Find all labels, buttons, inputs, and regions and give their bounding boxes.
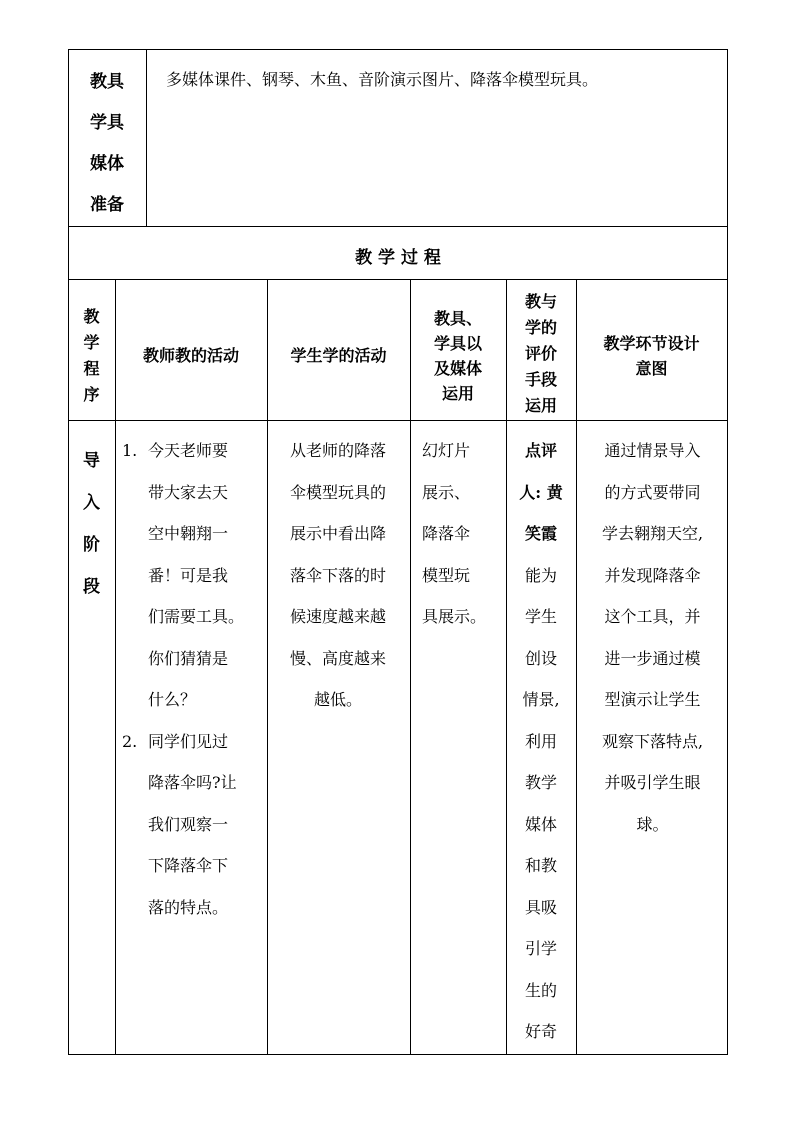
media-usage-line: 展示、: [422, 482, 471, 502]
teacher-activity-text: 同学们见过: [148, 731, 229, 751]
design-intent-line: 的方式要带同: [604, 482, 701, 502]
teacher-activity-line: [120, 513, 265, 555]
evaluation-line: 利用: [524, 731, 557, 751]
materials-label-line: 教具: [90, 72, 124, 92]
header-media-usage: [410, 306, 506, 406]
header-media-line: 学具以: [433, 334, 482, 353]
evaluation-line: 创设: [524, 648, 557, 668]
evaluator-name-line: 点评: [524, 441, 557, 460]
teacher-activity-line: [120, 762, 265, 804]
teacher-activity-text: 番！可是我: [148, 565, 229, 585]
teacher-activity-text: 带大家去天: [148, 482, 229, 502]
student-activity-line: 候速度越来越: [289, 607, 386, 626]
materials-content: 多媒体课件、钢琴、木鱼、音阶演示图片、降落伞模型玩具。: [166, 70, 599, 89]
stage-label: [68, 440, 115, 608]
student-activity-line: 展示中看出降: [289, 524, 386, 543]
header-procedure: [68, 304, 115, 408]
header-media-line: 运用: [441, 384, 474, 403]
design-intent-line: 型演示让学生: [604, 690, 701, 709]
evaluation-cell: [506, 430, 576, 1053]
teacher-activity-line: [120, 596, 265, 638]
teacher-activity-cell: [120, 430, 265, 928]
teacher-activity-line: [120, 430, 265, 472]
stage-char: 段: [83, 577, 100, 597]
media-usage-line: 幻灯片: [422, 441, 471, 460]
design-intent-line: 通过情景导入: [604, 441, 701, 460]
teacher-activity-text: 下降落伞下: [148, 856, 229, 875]
header-procedure-char: 序: [83, 385, 100, 404]
evaluation-line: 引学: [524, 939, 557, 958]
evaluation-line: 好奇: [524, 1022, 557, 1041]
evaluation-line: 学生: [524, 607, 557, 626]
col-divider-2: [267, 279, 268, 1055]
design-intent-line: 进一步通过模: [604, 648, 701, 668]
student-activity-line: 慢、高度越来: [289, 648, 386, 668]
header-design-line: 意图: [635, 359, 668, 378]
header-design-line: 教学环节设计: [603, 334, 700, 353]
evaluation-line: 媒体: [524, 814, 557, 834]
teacher-activity-line: [120, 845, 265, 887]
header-teacher-activity: 教师教的活动: [142, 346, 239, 365]
student-activity-line: 越低。: [313, 690, 362, 709]
col-divider-materials: [146, 49, 147, 227]
media-usage-cell: [422, 430, 506, 638]
header-evaluation-line: 评价: [524, 344, 557, 363]
list-number: 2.: [122, 731, 138, 751]
header-procedure-char: 教: [83, 307, 100, 326]
media-usage-line: 降落伞: [422, 524, 471, 543]
materials-label: [68, 62, 146, 226]
evaluation-line: 生的: [524, 980, 557, 1000]
header-evaluation-line: 学的: [524, 318, 557, 337]
design-intent-line: 观察下落特点,: [601, 731, 704, 751]
design-intent-line: 并发现降落伞: [604, 565, 701, 585]
teacher-activity-line: [120, 804, 265, 846]
header-evaluation-line: 教与: [524, 292, 557, 311]
teacher-activity-line: [120, 472, 265, 514]
student-activity-cell: [270, 430, 406, 721]
header-evaluation: [506, 289, 576, 419]
stage-char: 导: [83, 451, 100, 471]
col-divider-5: [576, 279, 577, 1055]
design-intent-line: 球。: [636, 814, 669, 834]
teacher-activity-text: 空中翱翔一: [148, 524, 229, 543]
header-evaluation-line: 手段: [524, 370, 557, 389]
header-procedure-char: 学: [83, 333, 100, 352]
header-student-activity: 学生学的活动: [290, 346, 387, 365]
design-intent-line: 并吸引学生眼: [604, 773, 701, 792]
student-activity-line: 伞模型玩具的: [289, 482, 386, 502]
teacher-activity-line: [120, 887, 265, 929]
table-border-top: [68, 49, 728, 50]
teacher-activity-line: [120, 555, 265, 597]
teacher-activity-text: 你们猜猜是: [148, 648, 229, 668]
design-intent-line: 学去翱翔天空,: [601, 524, 704, 543]
table-border-right: [727, 49, 728, 1055]
teacher-activity-text: 今天老师要: [148, 441, 229, 460]
header-media-line: 及媒体: [433, 359, 482, 378]
row-divider-header: [68, 420, 728, 421]
design-intent-cell: [580, 430, 725, 845]
teacher-activity-text: 们需要工具。: [148, 607, 245, 626]
table-border-bottom: [68, 1054, 728, 1055]
materials-label-line: 学具: [90, 113, 124, 133]
list-number: 1.: [122, 441, 138, 460]
header-media-line: 教具、: [433, 309, 482, 328]
evaluation-line: 情景,: [522, 690, 560, 709]
student-activity-line: 落伞下落的时: [289, 565, 386, 585]
evaluation-line: 具吸: [524, 897, 557, 917]
teacher-activity-text: 什么？: [148, 690, 197, 709]
header-procedure-char: 程: [83, 359, 100, 378]
evaluation-line: 能为: [524, 565, 557, 585]
row-divider-materials: [68, 226, 728, 227]
header-evaluation-line: 运用: [524, 396, 557, 415]
stage-char: 阶: [83, 535, 100, 555]
teacher-activity-line: [120, 721, 265, 763]
media-usage-line: 模型玩: [422, 565, 471, 585]
col-divider-1: [115, 279, 116, 1055]
media-usage-line: 具展示。: [422, 607, 487, 626]
header-design-intent: [576, 331, 727, 381]
student-activity-line: 从老师的降落: [289, 441, 386, 460]
materials-label-line: 准备: [90, 195, 124, 215]
teacher-activity-text: 降落伞吗?让: [148, 773, 237, 792]
teacher-activity-line: [120, 638, 265, 680]
teacher-activity-text: 落的特点。: [148, 897, 229, 917]
evaluation-line: 教学: [524, 773, 557, 792]
section-title: 教 学 过 程: [355, 248, 441, 268]
teacher-activity-line: [120, 679, 265, 721]
design-intent-line: 这个工具，并: [604, 607, 701, 626]
row-divider-title: [68, 279, 728, 280]
teacher-activity-text: 我们观察一: [148, 814, 229, 834]
evaluator-name-line: 笑霞: [524, 524, 557, 543]
stage-char: 入: [83, 493, 100, 513]
evaluation-line: 和教: [524, 856, 557, 875]
materials-label-line: 媒体: [90, 154, 124, 174]
evaluator-name-line: 人: 黄: [519, 482, 563, 502]
